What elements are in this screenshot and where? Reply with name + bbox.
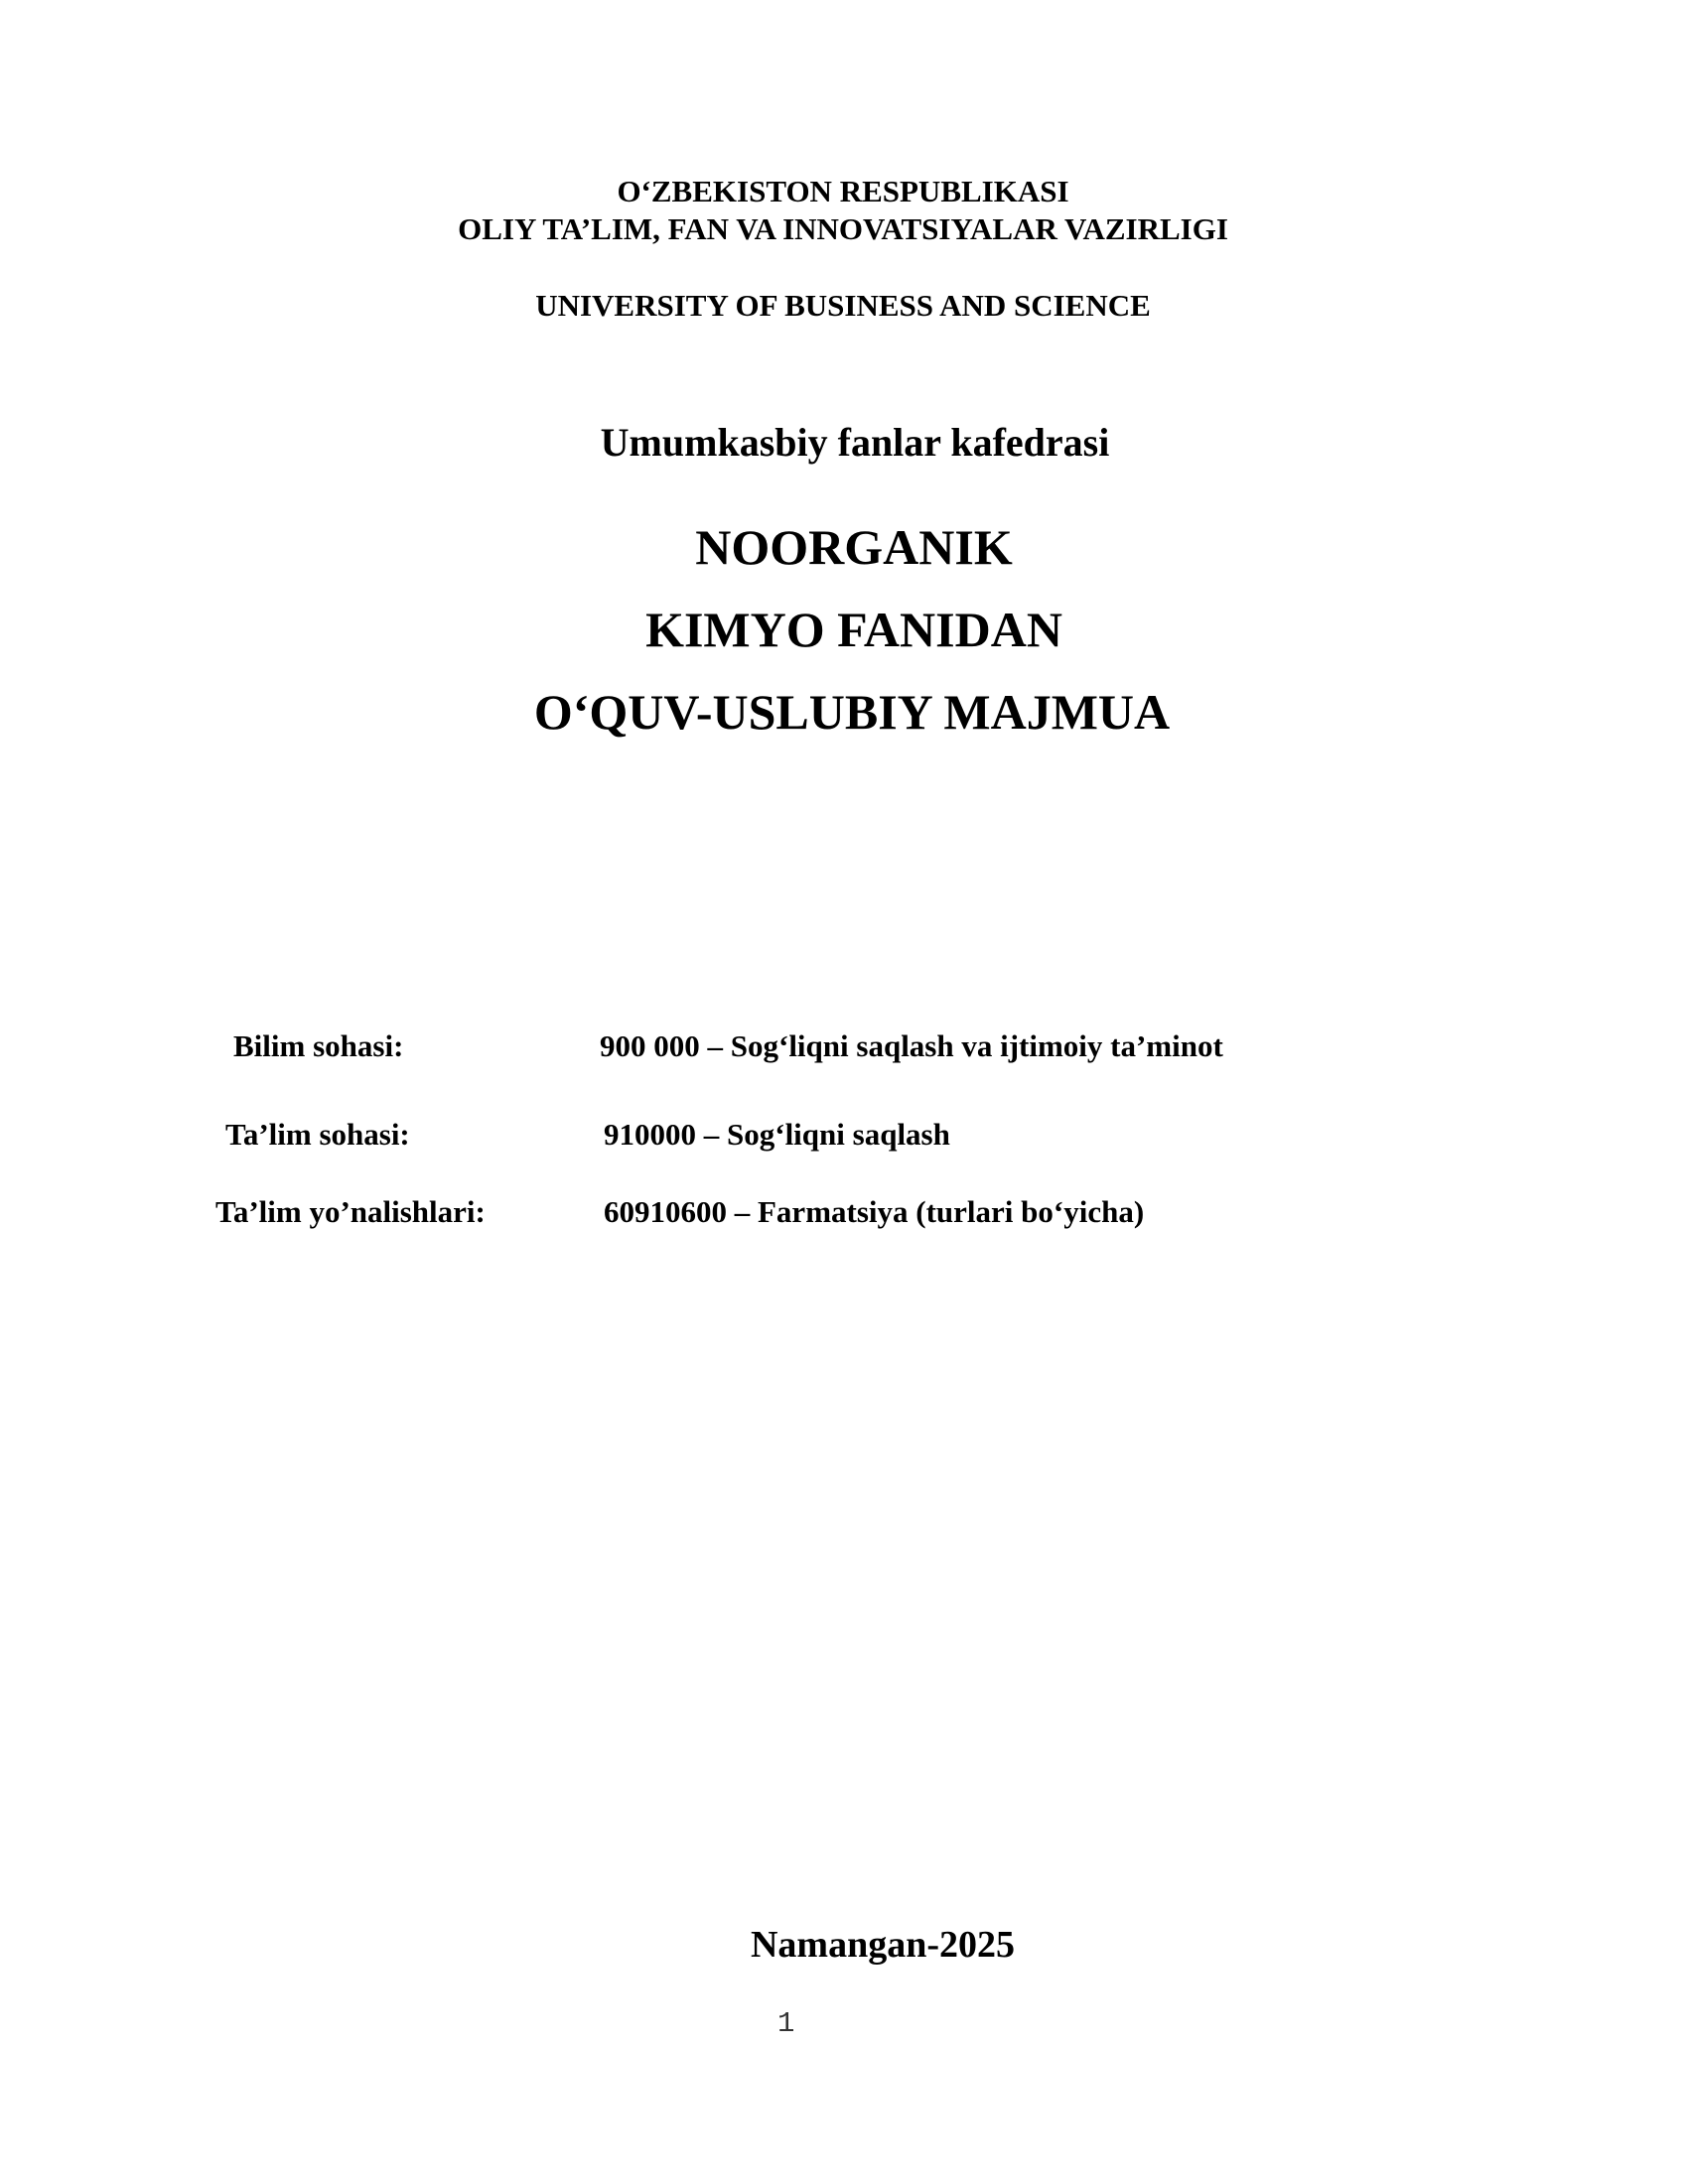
info-label: Ta’lim sohasi:	[225, 1117, 410, 1152]
title-line-3: O‘QUV-USLUBIY MAJMUA	[533, 684, 1171, 740]
title-line-1: NOORGANIK	[695, 519, 1013, 575]
info-value: 60910600 – Farmatsiya (turlari bo‘yicha)	[604, 1194, 1145, 1229]
info-value: 900 000 – Sog‘liqni saqlash va ijtimoiy ta’minot	[600, 1028, 1223, 1063]
info-value: 910000 – Sog‘liqni saqlash	[604, 1117, 950, 1152]
info-label: Bilim sohasi:	[233, 1028, 404, 1063]
city-year: Namangan-2025	[750, 1924, 1016, 1966]
title-line-2: KIMYO FANIDAN	[645, 602, 1062, 657]
country-heading: O‘ZBEKISTON RESPUBLIKASI	[617, 174, 1069, 208]
page-number: 1	[777, 2007, 795, 2040]
info-label: Ta’lim yo’nalishlari:	[215, 1194, 486, 1229]
department-name: Umumkasbiy fanlar kafedrasi	[600, 420, 1110, 465]
ministry-heading: OLIY TA’LIM, FAN VA INNOVATSIYALAR VAZIRLIGI	[458, 211, 1228, 246]
university-heading: UNIVERSITY OF BUSINESS AND SCIENCE	[535, 288, 1151, 323]
